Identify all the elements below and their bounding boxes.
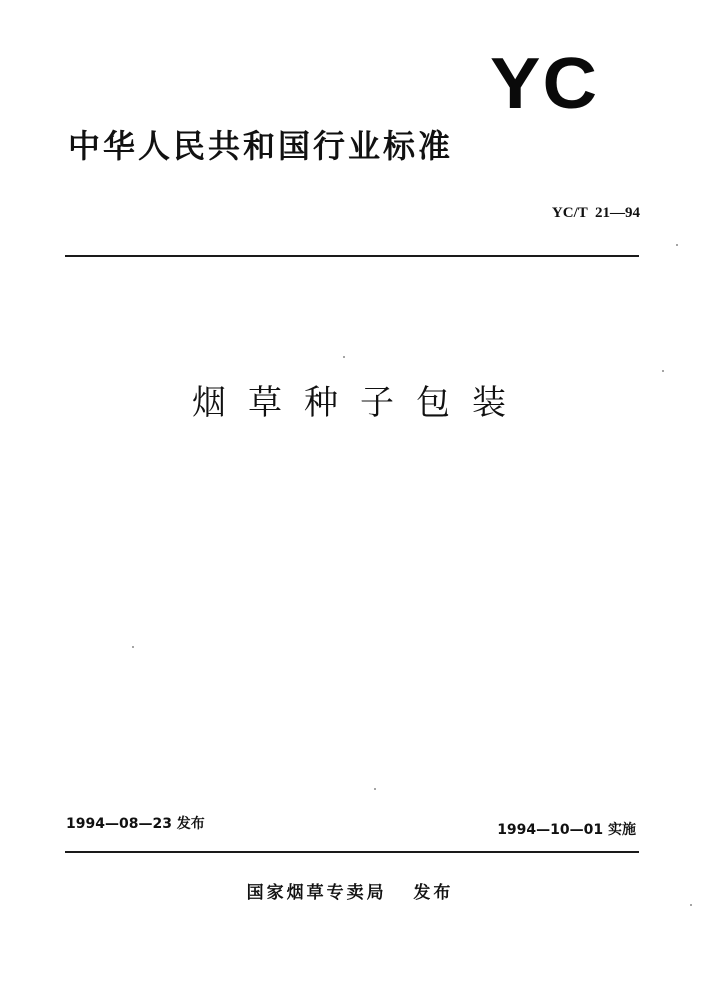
scan-speck <box>662 370 664 372</box>
standard-code: YC/T 21—94 <box>551 205 640 221</box>
scan-speck <box>690 904 692 906</box>
bottom-divider <box>65 851 639 853</box>
yc-logo: YC <box>490 44 600 124</box>
issuing-authority: 国家烟草专卖局 发布 <box>246 883 454 903</box>
scan-speck <box>374 788 376 790</box>
document-title: 烟草种子包装 <box>192 383 528 423</box>
scan-speck <box>132 646 134 648</box>
standard-category-title: 中华人民共和国行业标准 <box>68 127 454 165</box>
implementation-date: 1994—10—01 实施 <box>497 822 636 838</box>
scan-speck <box>676 244 678 246</box>
top-divider <box>65 255 639 257</box>
scan-speck <box>343 356 345 358</box>
issue-date: 1994—08—23 发布 <box>66 816 205 832</box>
